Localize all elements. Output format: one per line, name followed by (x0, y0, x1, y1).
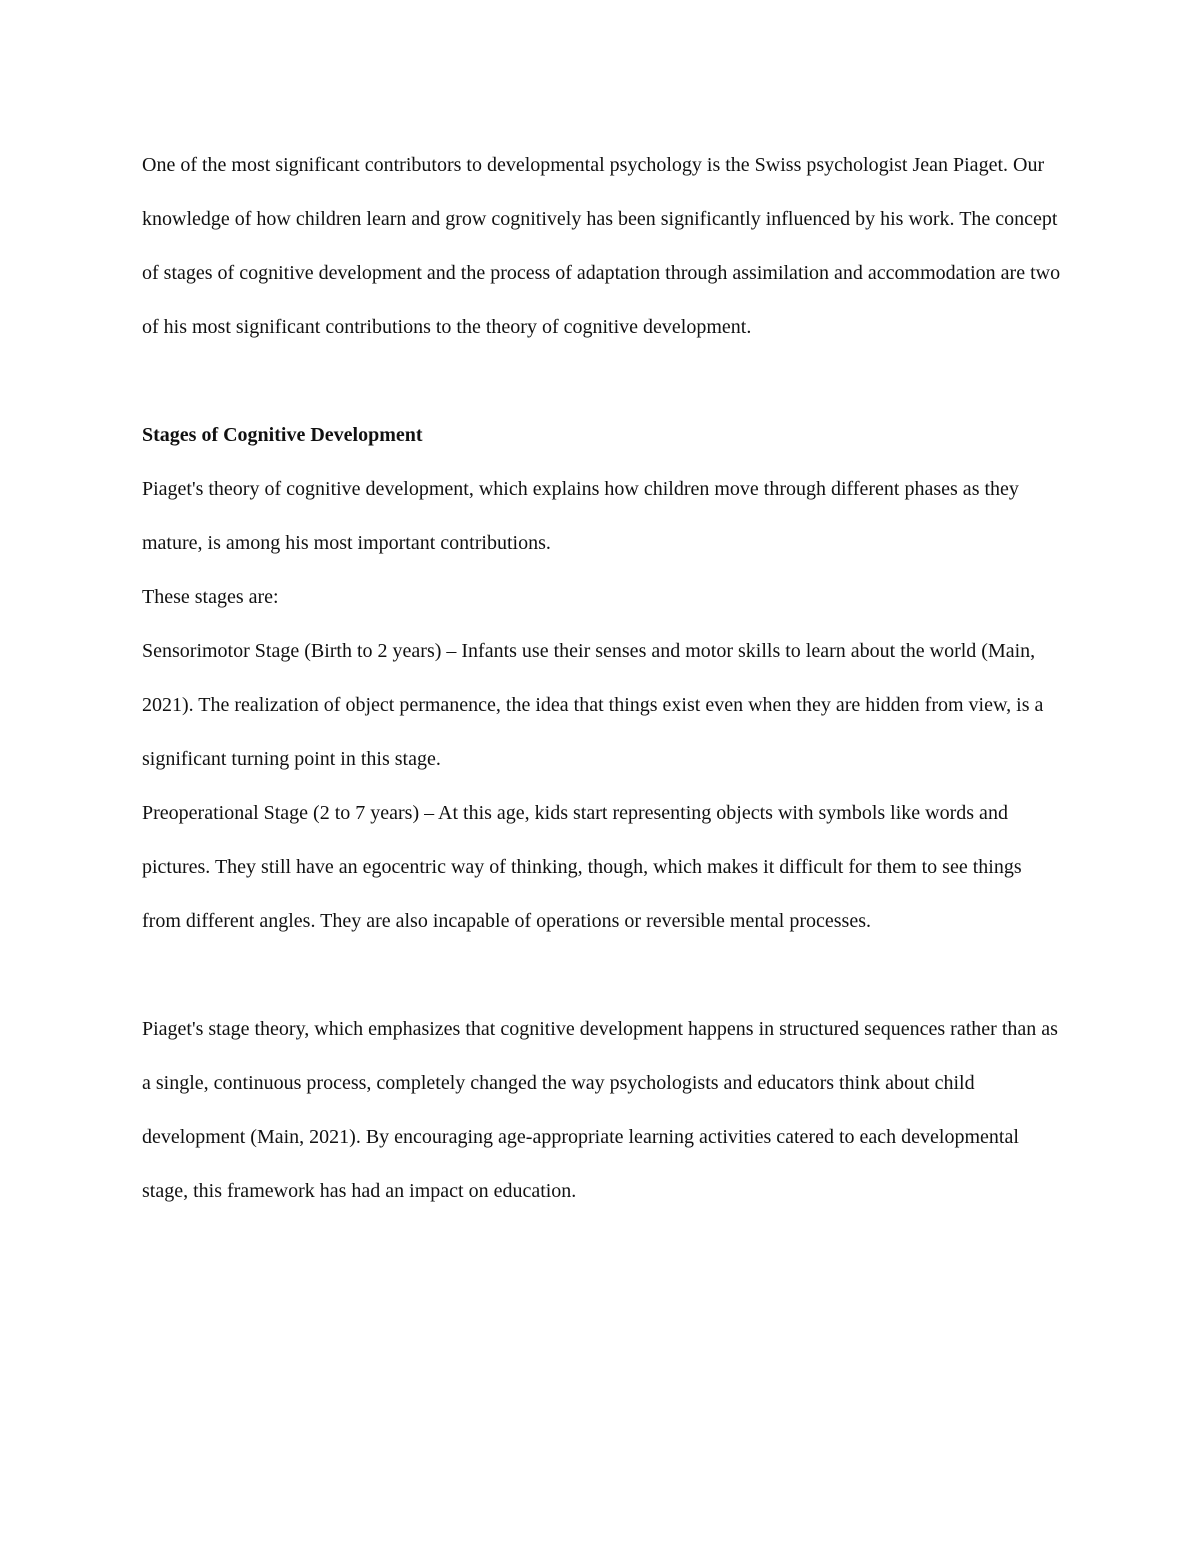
stage-item-sensorimotor: Sensorimotor Stage (Birth to 2 years) – Infants use their senses and motor skills to learn about the world (Main, 2021). The realization of object permanence, the idea that things exist even when they are hidden from view, is a significant turning point in this stage. (142, 640, 1044, 770)
stages-intro: These stages are: (142, 586, 279, 608)
intro-paragraph: One of the most significant contributors to developmental psychology is the Swiss psychologist Jean Piaget. Our knowledge of how children learn and grow cognitively has been significantly influenced by his work. The concept of stages of cognitive development and the process of adaptation through assimilation and accommodation are two of his most significant contributions to the theory of cognitive development. (142, 154, 1061, 338)
document-body (142, 138, 1062, 1218)
section-paragraph: Piaget's theory of cognitive development, which explains how children move through different phases as they mature, is among his most important contributions. (142, 478, 1019, 554)
paragraph-spacer (142, 354, 1062, 408)
stage-item-preoperational: Preoperational Stage (2 to 7 years) – At this age, kids start representing objects with symbols like words and pictures. They still have an egocentric way of thinking, though, which makes it difficult for them to see things from different angles. They are also incapable of operations or reversible mental processes. (142, 802, 1022, 932)
paragraph-spacer (142, 948, 1062, 1002)
section-heading: Stages of Cognitive Development (142, 424, 423, 446)
closing-paragraph: Piaget's stage theory, which emphasizes that cognitive development happens in structured sequences rather than as a single, continuous process, completely changed the way psychologists and educators think about child development (Main, 2021). By encouraging age-appropriate learning activities catered to each developmental stage, this framework has had an impact on education. (142, 1018, 1058, 1202)
